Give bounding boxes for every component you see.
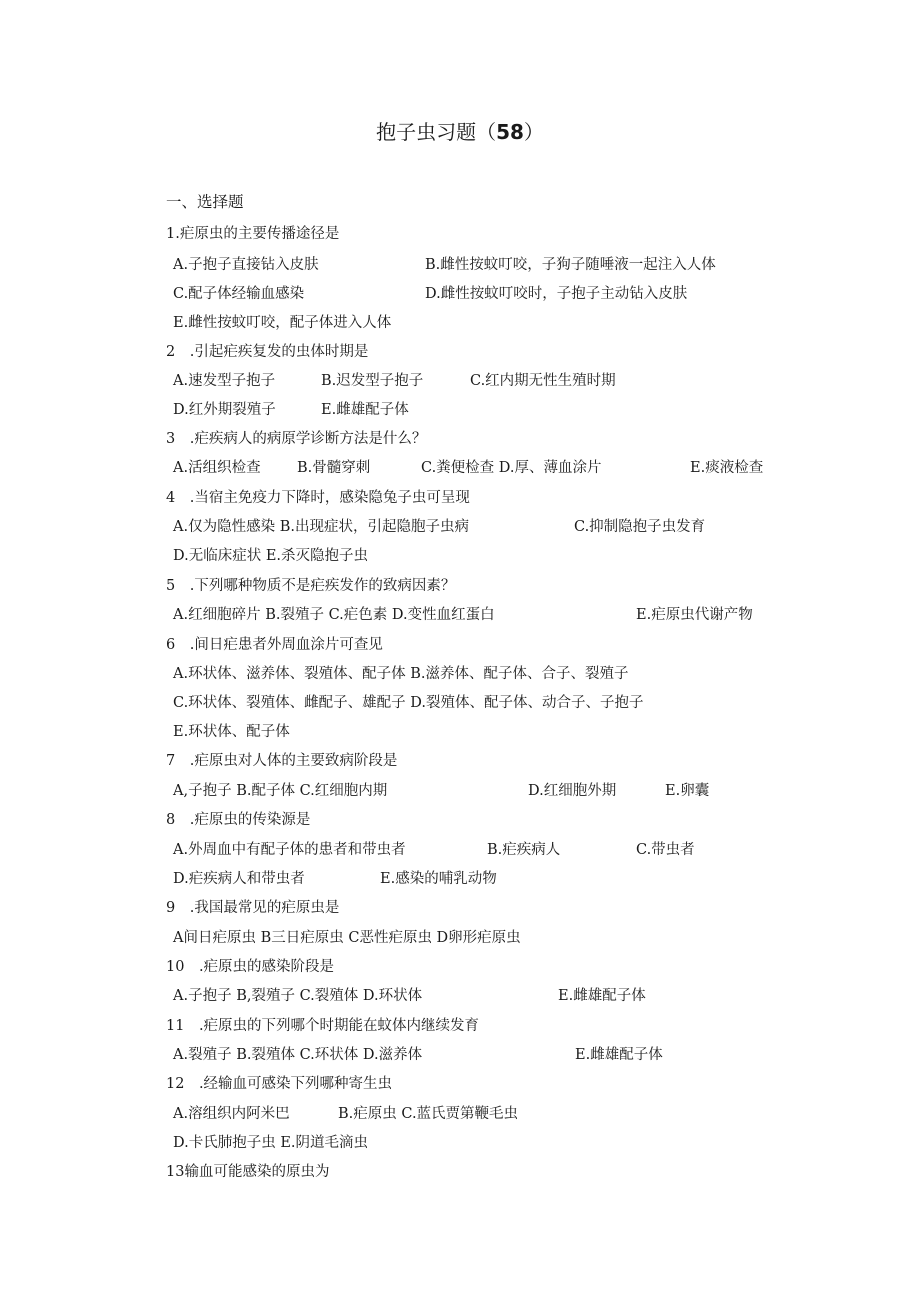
q11-option-e: E.雌雄配子体: [575, 1047, 663, 1063]
q6-option-e: E.环状体、配子体: [173, 724, 290, 740]
title-text: 抱子虫习题（: [376, 120, 497, 144]
q1-option-d: D.雌性按蚊叮咬时，子抱子主动钻入皮肤: [425, 286, 688, 302]
q7-option-e: E.卵囊: [665, 783, 710, 799]
q1-option-b: B.雌性按蚊叮咬，子狗子随唾液一起注入人体: [425, 257, 716, 273]
q6-option-ab: A.环状体、滋养体、裂殖体、配子体 B.滋养体、配子体、合子、裂殖子: [173, 666, 629, 682]
q12-option-de: D.卡氏肺抱子虫 E.阴道毛滴虫: [173, 1135, 369, 1151]
q1-option-e: E.雌性按蚊叮咬，配子体进入人体: [173, 315, 392, 331]
q3-option-cd: C.粪便检查 D.厚、薄血涂片: [421, 460, 602, 476]
q10-option-abcd: A.子抱子 B,裂殖子 C.裂殖体 D.环状体: [173, 988, 423, 1004]
q10-option-e: E.雌雄配子体: [558, 988, 646, 1004]
q5-option-abcd: A.红细胞碎片 B.裂殖子 C.疟色素 D.变性血红蛋白: [173, 607, 495, 623]
q9-options: A间日疟原虫 B三日疟原虫 C恶性疟原虫 D卵形疟原虫: [173, 930, 521, 946]
q7-option-d: D.红细胞外期: [528, 783, 617, 799]
q4-option-c: C.抑制隐抱子虫发育: [574, 519, 706, 535]
q2-option-c: C.红内期无性生殖时期: [470, 373, 616, 389]
page-title: [0, 119, 920, 145]
q8-option-e: E.感染的哺乳动物: [380, 871, 497, 887]
question-2: 2 .引起疟疾复发的虫体时期是: [166, 344, 369, 360]
q8-option-d: D.疟疾病人和带虫者: [173, 871, 305, 887]
q3-option-a: A.活组织检查: [173, 460, 261, 476]
q11-option-abcd: A.裂殖子 B.裂殖体 C.环状体 D.滋养体: [173, 1047, 423, 1063]
q2-option-e: E.雌雄配子体: [321, 402, 409, 418]
section-heading: 一、选择题: [166, 193, 244, 211]
q4-option-de: D.无临床症状 E.杀灭隐抱子虫: [173, 548, 369, 564]
question-4: 4 .当宿主免疫力下降时，感染隐兔子虫可呈现: [166, 490, 470, 506]
q8-option-b: B.疟疾病人: [487, 842, 561, 858]
question-10: 10 .疟原虫的感染阶段是: [166, 959, 335, 975]
question-11: 11 .疟原虫的下列哪个时期能在蚊体内继续发育: [166, 1018, 480, 1034]
title-number: 58: [496, 120, 524, 144]
question-6: 6 .间日疟患者外周血涂片可查见: [166, 637, 383, 653]
question-3: 3 .疟疾病人的病原学诊断方法是什么？: [166, 431, 427, 447]
q2-option-d: D.红外期裂殖子: [173, 402, 276, 418]
q1-option-a: A.子抱子直接钻入皮肤: [173, 257, 319, 273]
question-12: 12 .经输血可感染下列哪种寄生虫: [166, 1076, 393, 1092]
q1-option-c: C.配子体经输血感染: [173, 286, 305, 302]
question-8: 8 .疟原虫的传染源是: [166, 812, 311, 828]
q12-option-bc: B.疟原虫 C.蓝氏贾第鞭毛虫: [338, 1106, 519, 1122]
question-1: 1.疟原虫的主要传播途径是: [166, 226, 340, 242]
q3-option-e: E.痰液检查: [690, 460, 764, 476]
title-close: ）: [523, 120, 544, 144]
question-13: 13输血可能感染的原虫为: [166, 1164, 330, 1180]
q8-option-a: A.外周血中有配子体的患者和带虫者: [173, 842, 406, 858]
q2-option-b: B.迟发型子抱子: [321, 373, 424, 389]
q4-option-ab: A.仅为隐性感染 B.出现症状，引起隐胞子虫病: [173, 519, 469, 535]
q7-option-abc: A,子抱子 B.配子体 C.红细胞内期: [173, 783, 388, 799]
question-9: 9 .我国最常见的疟原虫是: [166, 900, 340, 916]
q6-option-cd: C.环状体、裂殖体、雌配子、雄配子 D.裂殖体、配子体、动合子、子抱子: [173, 695, 644, 711]
q2-option-a: A.速发型子抱子: [173, 373, 276, 389]
question-5: 5 .下列哪种物质不是疟疾发作的致病因素？: [166, 578, 456, 594]
q3-option-b: B.骨髓穿刺: [297, 460, 371, 476]
q8-option-c: C.带虫者: [636, 842, 695, 858]
q5-option-e: E.疟原虫代谢产物: [636, 607, 753, 623]
question-7: 7 .疟原虫对人体的主要致病阶段是: [166, 753, 398, 769]
q12-option-a: A.溶组织内阿米巴: [173, 1106, 290, 1122]
